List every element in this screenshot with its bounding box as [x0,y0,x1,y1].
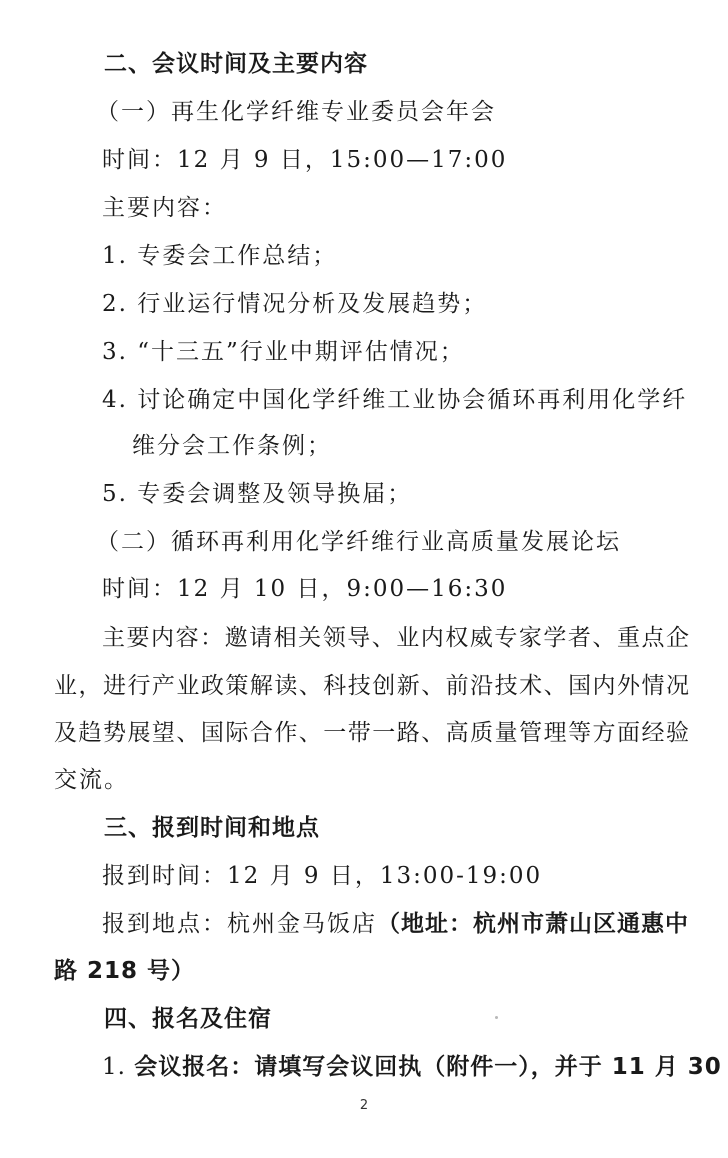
content-paragraph-line-2: 业，进行产业政策解读、科技创新、前沿技术、国内外情况 [54,673,690,699]
list-item-3: 3. “十三五”行业中期评估情况； [102,339,465,365]
list-item-2: 2. 行业运行情况分析及发展趋势； [102,291,488,317]
time-line-1: 时间：12 月 9 日，15:00—17:00 [102,147,508,173]
section-heading-3: 三、报到时间和地点 [104,815,320,841]
checkin-place [102,908,728,940]
scan-speck [495,1016,498,1019]
list-item-4: 4. 讨论确定中国化学纤维工业协会循环再利用化学纤 [102,387,688,413]
checkin-place-address: （地址：杭州市萧山区通惠中 [377,911,689,937]
checkin-place-label: 报到地点：杭州金马饭店 [102,911,377,937]
registration-item-number: 1. [102,1054,126,1080]
content-paragraph-line-1: 主要内容：邀请相关领导、业内权威专家学者、重点企 [102,625,690,651]
checkin-place-address-cont: 路 218 号） [54,958,196,984]
checkin-time: 报到时间：12 月 9 日，13:00-19:00 [102,863,543,889]
content-label-1: 主要内容： [102,195,227,221]
section-heading-2: 二、会议时间及主要内容 [104,51,368,77]
registration-item [102,1051,728,1083]
time-line-2: 时间：12 月 10 日，9:00—16:30 [102,576,508,602]
registration-item-text: 会议报名：请填写会议回执（附件一），并于 11 月 30 [134,1054,722,1080]
subsection-title-1: （一）再生化学纤维专业委员会年会 [96,99,496,125]
content-paragraph-line-4: 交流。 [54,767,129,793]
page-number: 2 [359,1098,369,1113]
list-item-5: 5. 专委会调整及领导换届； [102,481,413,507]
list-item-1: 1. 专委会工作总结； [102,243,338,269]
content-paragraph-line-3: 及趋势展望、国际合作、一带一路、高质量管理等方面经验 [54,720,690,746]
section-heading-4: 四、报名及住宿 [104,1006,272,1032]
list-item-4-cont: 维分会工作条例； [132,433,332,459]
subsection-title-2: （二）循环再利用化学纤维行业高质量发展论坛 [96,529,621,555]
